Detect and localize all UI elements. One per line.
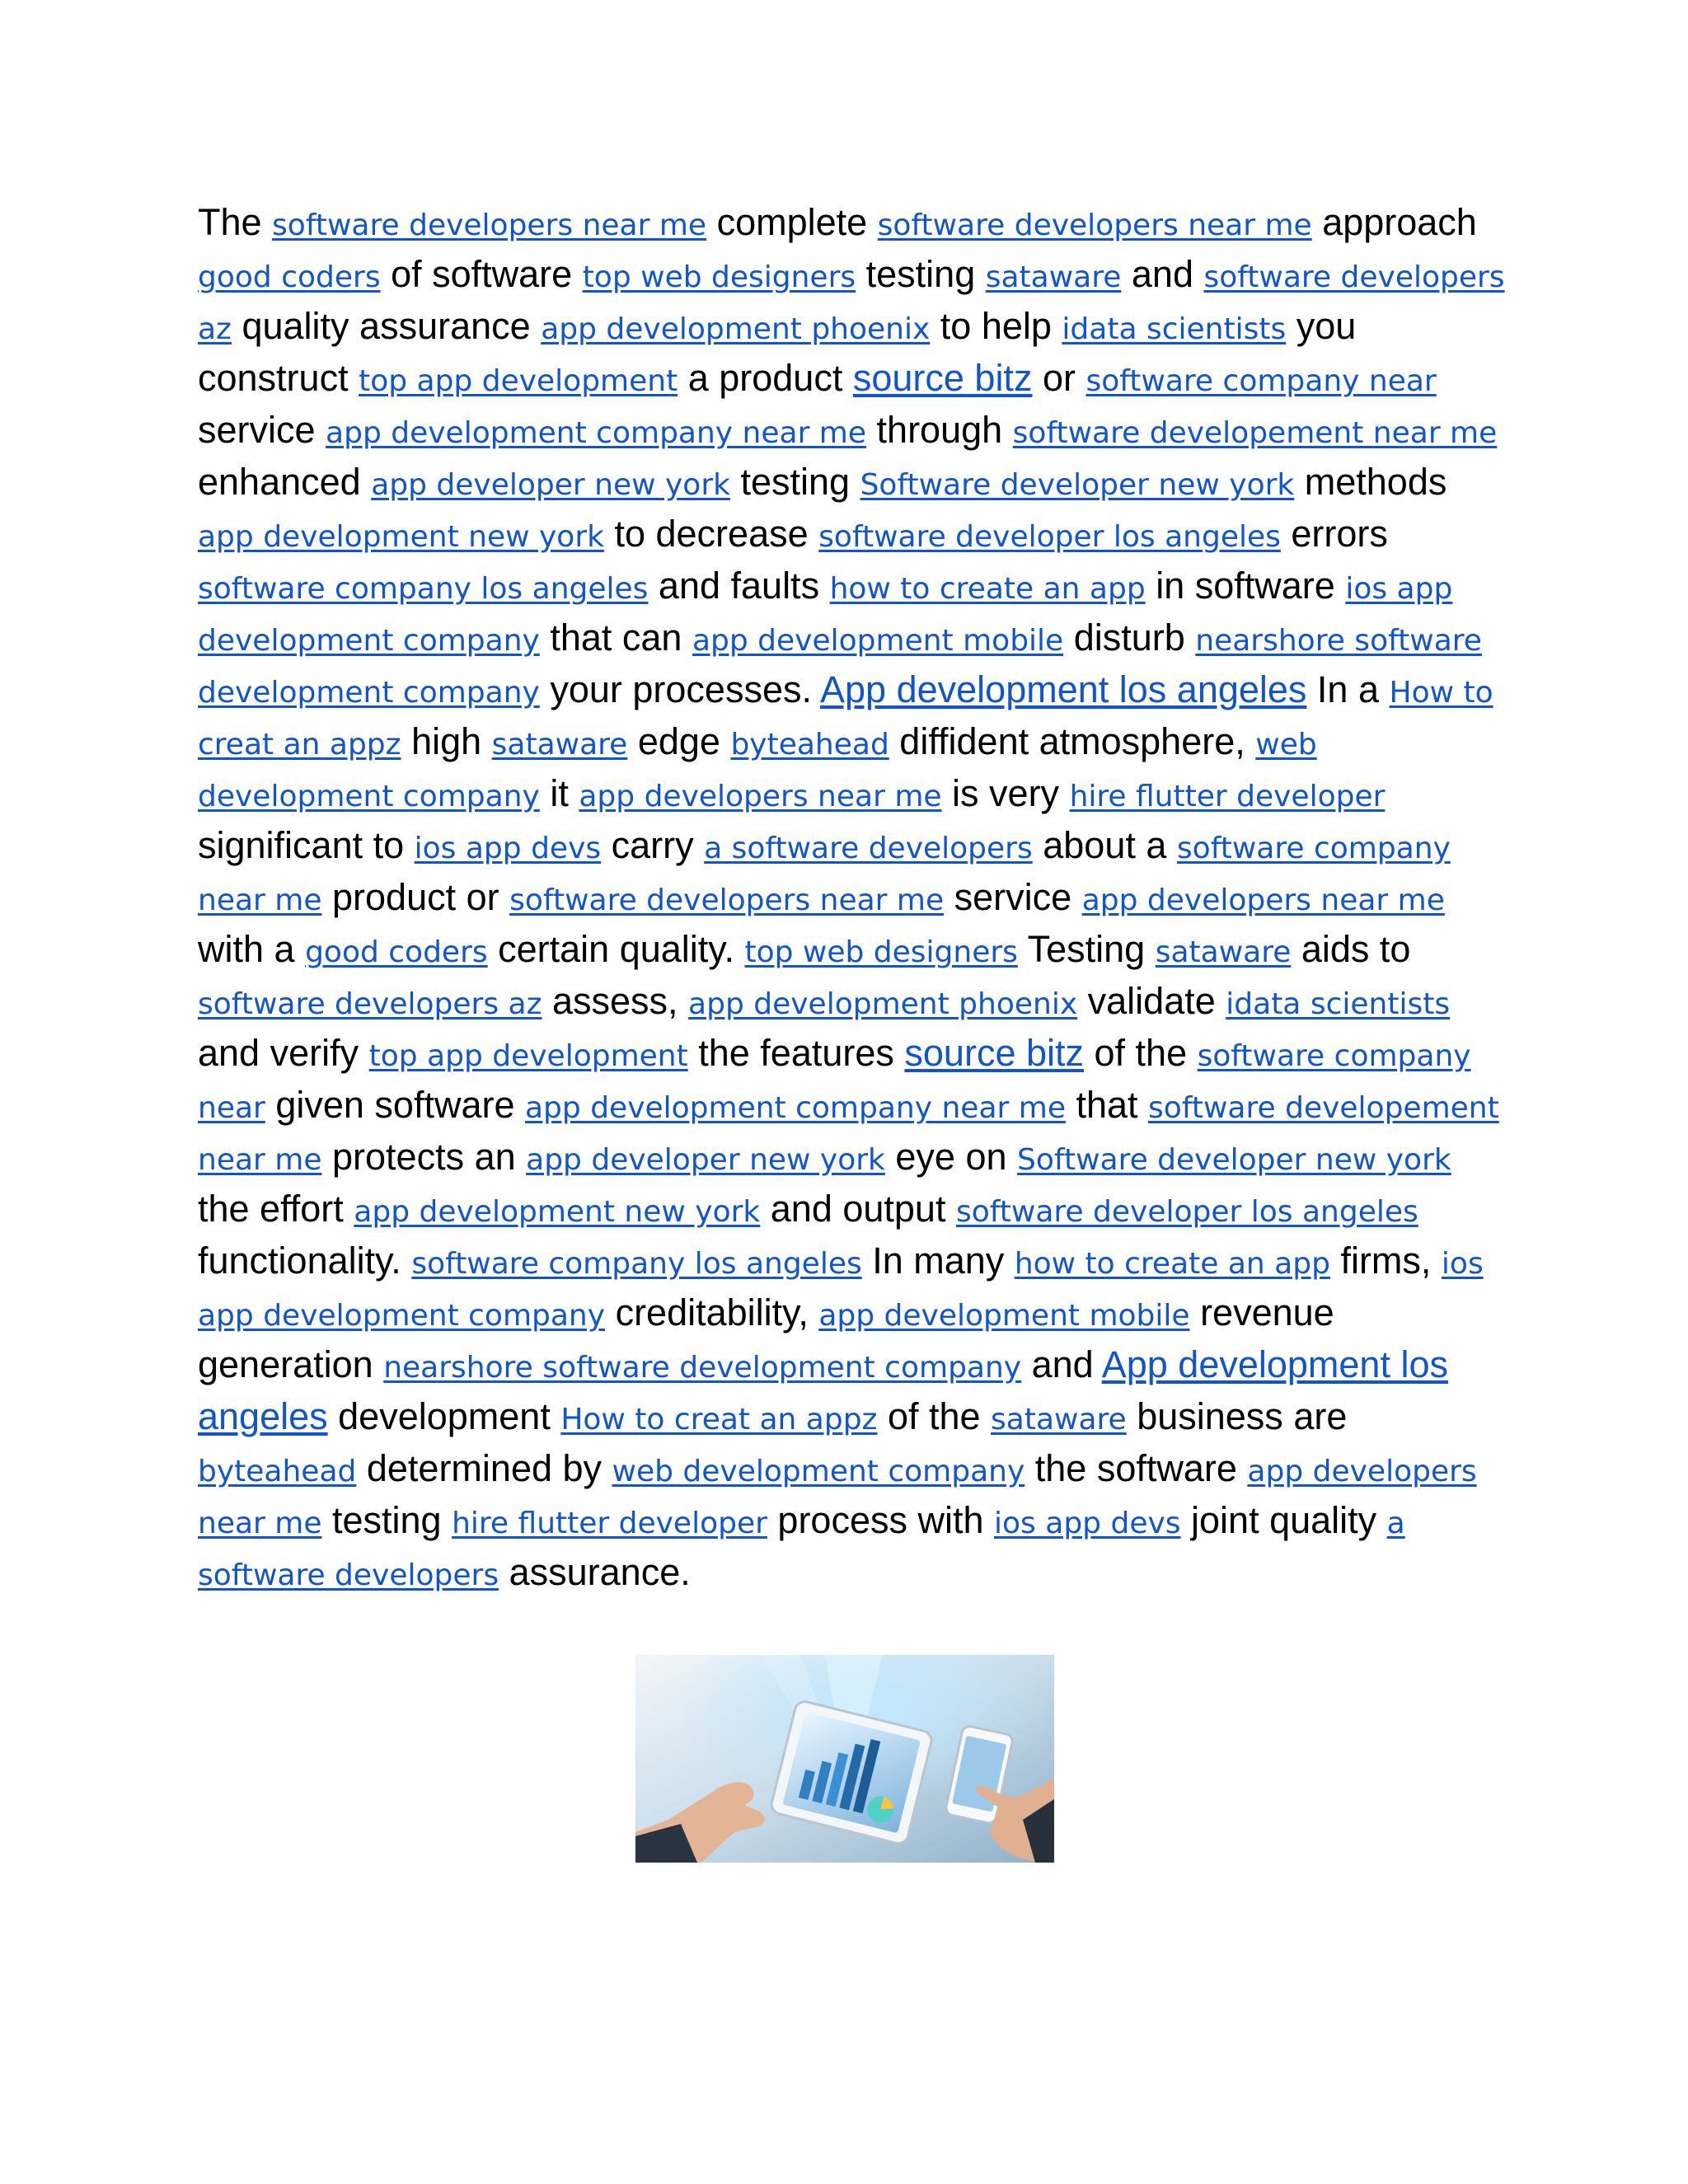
body-text: assess, <box>542 980 689 1022</box>
keyword-link[interactable]: idata scientists <box>1062 312 1287 346</box>
body-text: it <box>539 772 579 814</box>
keyword-link[interactable]: a software developers <box>198 1507 1405 1592</box>
keyword-link[interactable]: software company near <box>1085 364 1437 398</box>
body-text: about a <box>1032 824 1177 866</box>
body-text: of software <box>380 253 583 295</box>
body-text: is very <box>941 772 1070 814</box>
body-text: service <box>198 409 326 451</box>
body-text: of the <box>1084 1032 1198 1074</box>
body-text: complete <box>706 201 878 243</box>
body-text: quality assurance <box>231 305 542 347</box>
keyword-link[interactable]: ios app development company <box>198 572 1453 658</box>
body-text: with a <box>198 928 306 970</box>
keyword-link[interactable]: software developers az <box>198 987 542 1021</box>
keyword-link[interactable]: app developer new york <box>371 468 730 502</box>
body-text: development <box>327 1395 561 1437</box>
keyword-link[interactable]: app developer new york <box>526 1143 885 1177</box>
body-text: and verify <box>198 1032 369 1074</box>
body-text: revenue generation <box>198 1291 1334 1385</box>
keyword-link[interactable]: app development mobile <box>692 624 1064 658</box>
keyword-link[interactable]: app development mobile <box>818 1299 1190 1333</box>
keyword-link[interactable]: how to create an app <box>1014 1247 1330 1281</box>
keyword-link[interactable]: software developers near me <box>877 209 1312 242</box>
body-text: or <box>1032 357 1086 399</box>
body-text: high <box>401 720 492 762</box>
keyword-link[interactable]: top app development <box>359 364 678 398</box>
keyword-link[interactable]: app development phoenix <box>541 312 931 346</box>
keyword-link[interactable]: good coders <box>305 935 488 969</box>
keyword-link[interactable]: how to create an app <box>829 572 1146 606</box>
body-text: errors <box>1280 513 1388 555</box>
keyword-link[interactable]: App development los angeles <box>198 1343 1448 1437</box>
keyword-link[interactable]: ios app devs <box>414 832 602 865</box>
body-text: testing <box>856 253 986 295</box>
keyword-link[interactable]: app development company near me <box>524 1091 1066 1125</box>
body-text: aids to <box>1291 928 1411 970</box>
body-text: significant to <box>198 824 415 866</box>
body-text: In a <box>1306 668 1390 710</box>
body-text: that <box>1065 1084 1149 1126</box>
body-text: you construct <box>198 305 1357 399</box>
keyword-link[interactable]: nearshore software development company <box>198 624 1482 710</box>
body-text: In many <box>861 1240 1015 1282</box>
body-text: and <box>1121 253 1204 295</box>
body-text: joint quality <box>1180 1499 1387 1541</box>
body-text: and <box>1021 1343 1102 1385</box>
body-text: service <box>944 876 1082 918</box>
keyword-link[interactable]: software company los angeles <box>198 572 649 606</box>
keyword-link[interactable]: web development company <box>198 728 1317 813</box>
body-text: a product <box>678 357 853 399</box>
keyword-link[interactable]: app development phoenix <box>688 987 1078 1021</box>
body-text: eye on <box>884 1136 1018 1178</box>
keyword-link[interactable]: app developers near me <box>198 1455 1477 1540</box>
body-text: to help <box>930 305 1062 347</box>
body-text: Testing <box>1017 928 1156 970</box>
keyword-link[interactable]: source bitz <box>852 357 1033 399</box>
body-text: testing <box>321 1499 452 1541</box>
keyword-link[interactable]: byteahead <box>730 728 889 762</box>
body-text: functionality. <box>198 1240 412 1282</box>
body-text: the features <box>687 1032 905 1074</box>
keyword-link[interactable]: idata scientists <box>1226 987 1451 1021</box>
keyword-link[interactable]: sataware <box>1155 935 1292 969</box>
keyword-link[interactable]: sataware <box>491 728 628 762</box>
keyword-link[interactable]: software developer los angeles <box>955 1195 1418 1229</box>
analytics-photo <box>635 1655 1054 1863</box>
body-text: determined by <box>356 1447 612 1489</box>
body-text: testing <box>729 461 860 503</box>
keyword-link[interactable]: app developers near me <box>579 780 942 813</box>
keyword-link[interactable]: Software developer new york <box>1017 1143 1451 1177</box>
keyword-link[interactable]: software developers near me <box>509 883 945 917</box>
keyword-link[interactable]: software developement near me <box>1012 416 1498 450</box>
body-text: edge <box>627 720 731 762</box>
body-paragraph <box>198 198 1508 1600</box>
body-text: given software <box>265 1084 525 1126</box>
body-text: product or <box>321 876 510 918</box>
body-text: process with <box>767 1499 995 1541</box>
body-text: business are <box>1126 1395 1348 1437</box>
keyword-link[interactable]: top app development <box>368 1039 688 1073</box>
body-text: and output <box>760 1188 956 1230</box>
body-text: firms, <box>1329 1240 1442 1282</box>
keyword-link[interactable]: ios app devs <box>994 1507 1181 1540</box>
keyword-link[interactable]: hire flutter developer <box>1069 780 1386 813</box>
keyword-link[interactable]: app development company near me <box>326 416 867 450</box>
body-text: The <box>198 201 273 243</box>
keyword-link[interactable]: top web designers <box>582 260 856 294</box>
body-text: the software <box>1025 1447 1248 1489</box>
body-text: methods <box>1294 461 1447 503</box>
body-text: enhanced <box>198 461 372 503</box>
keyword-link[interactable]: nearshore software development company <box>383 1351 1022 1385</box>
body-text: carry <box>601 824 705 866</box>
body-text: your processes. <box>539 668 821 710</box>
body-text: to decrease <box>603 513 819 555</box>
keyword-link[interactable]: software developers az <box>198 260 1505 346</box>
keyword-link[interactable]: software company near me <box>198 832 1451 917</box>
body-text: approach <box>1311 201 1477 243</box>
body-text: that can <box>539 616 692 658</box>
body-text: diffident atmosphere, <box>889 720 1256 762</box>
keyword-link[interactable]: app development new york <box>198 520 604 554</box>
body-text: creditability, <box>605 1291 819 1333</box>
keyword-link[interactable]: byteahead <box>198 1455 357 1488</box>
keyword-link[interactable]: software company near <box>198 1039 1471 1125</box>
body-text: assurance. <box>499 1551 691 1593</box>
body-text: and faults <box>648 565 830 607</box>
keyword-link[interactable]: Software developer new york <box>860 468 1295 502</box>
keyword-link[interactable]: software developer los angeles <box>818 520 1281 554</box>
keyword-link[interactable]: top web designers <box>744 935 1018 969</box>
body-text: in software <box>1145 565 1346 607</box>
keyword-link[interactable]: software company los angeles <box>411 1247 862 1281</box>
keyword-link[interactable]: How to creat an appz <box>560 1403 878 1436</box>
body-text: the effort <box>198 1188 354 1230</box>
keyword-link[interactable]: software developers near me <box>272 209 707 242</box>
keyword-link[interactable]: app developers near me <box>1081 883 1445 917</box>
keyword-link[interactable]: App development los angeles <box>820 668 1307 710</box>
keyword-link[interactable]: app development new york <box>354 1195 761 1229</box>
keyword-link[interactable]: ios app development company <box>198 1247 1484 1333</box>
body-text: protects an <box>321 1136 527 1178</box>
keyword-link[interactable]: source bitz <box>904 1032 1085 1074</box>
body-text: of the <box>877 1395 992 1437</box>
keyword-link[interactable]: How to creat an appz <box>198 676 1493 762</box>
keyword-link[interactable]: software developement near me <box>198 1091 1499 1177</box>
body-text: through <box>866 409 1013 451</box>
keyword-link[interactable]: sataware <box>985 260 1122 294</box>
body-text: disturb <box>1063 616 1196 658</box>
body-text: validate <box>1077 980 1226 1022</box>
body-text: certain quality. <box>487 928 745 970</box>
keyword-link[interactable]: hire flutter developer <box>452 1507 767 1540</box>
keyword-link[interactable]: a software developers <box>704 832 1033 865</box>
keyword-link[interactable]: sataware <box>991 1403 1127 1436</box>
keyword-link[interactable]: good coders <box>198 260 381 294</box>
keyword-link[interactable]: web development company <box>612 1455 1025 1488</box>
